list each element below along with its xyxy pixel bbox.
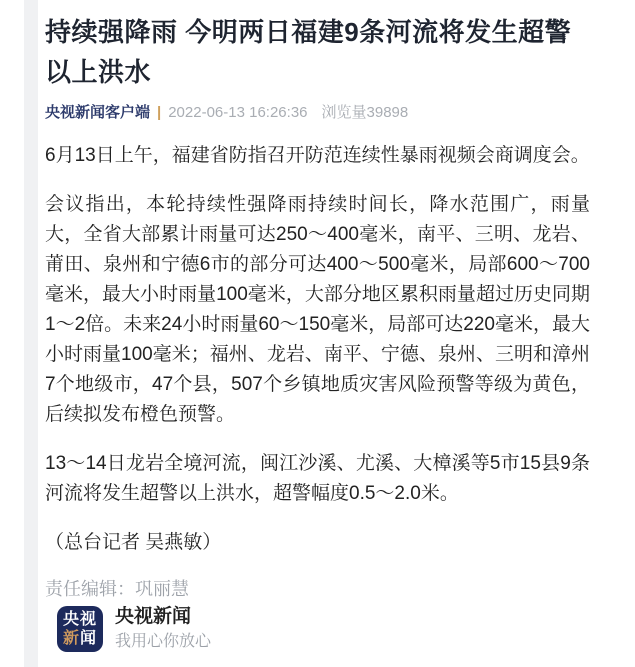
view-count: 浏览量39898 xyxy=(321,104,409,121)
article-paragraph: （总台记者 吴燕敏） xyxy=(45,532,222,553)
publisher-card[interactable] xyxy=(57,605,211,652)
article-paragraph: 13～14日龙岩全境河流，闽江沙溪、尤溪、大樟溪等5市15县9条河流将发生超警以上洪水，超警幅度0.5～2.0米。 xyxy=(45,453,590,504)
article-paragraph: 6月13日上午，福建省防指召开防范连续性暴雨视频会商调度会。 xyxy=(45,145,590,166)
logo-text-xin: 新 xyxy=(62,629,80,647)
logo-text-wen: 闻 xyxy=(80,629,98,647)
publisher-text xyxy=(115,605,211,652)
logo-row-2 xyxy=(63,629,97,648)
cctv-news-logo xyxy=(57,606,103,652)
article-content xyxy=(45,0,590,601)
article-body xyxy=(45,141,590,558)
publisher-tagline: 我用心你放心 xyxy=(115,633,212,650)
article-meta xyxy=(45,103,590,123)
article-title: 持续强降雨 今明两日福建9条河流将发生超警以上洪水 xyxy=(45,17,572,87)
publish-datetime: 2022-06-13 16:26:36 xyxy=(168,104,308,121)
editor-credit: 责任编辑：巩丽慧 xyxy=(45,579,189,599)
article-paragraph: 会议指出，本轮持续性强降雨持续时间长，降水范围广，雨量大，全省大部累计雨量可达250～400毫米，南平、三明、龙岩、莆田、泉州和宁德6市的部分可达400～500毫米，局部600～700毫米，最大小时雨量100毫米，大部分地区累积雨量超过历史同期1～2倍。未来24小时雨量60～150毫米，局部可达220毫米，最大小时雨量100毫米；福州、龙岩、南平、宁德、泉州、三明和漳州7个地级市，47个县，507个乡镇地质灾害风险预警等级为黄色，后续拟发布橙色预警。 xyxy=(45,194,590,425)
logo-text-yangshi: 央视 xyxy=(62,610,97,628)
publisher-name: 央视新闻 xyxy=(115,606,192,627)
left-edge-strip xyxy=(24,0,38,667)
meta-separator: | xyxy=(157,104,162,121)
logo-row-1 xyxy=(63,610,97,629)
source-label: 央视新闻客户端 xyxy=(45,104,151,121)
